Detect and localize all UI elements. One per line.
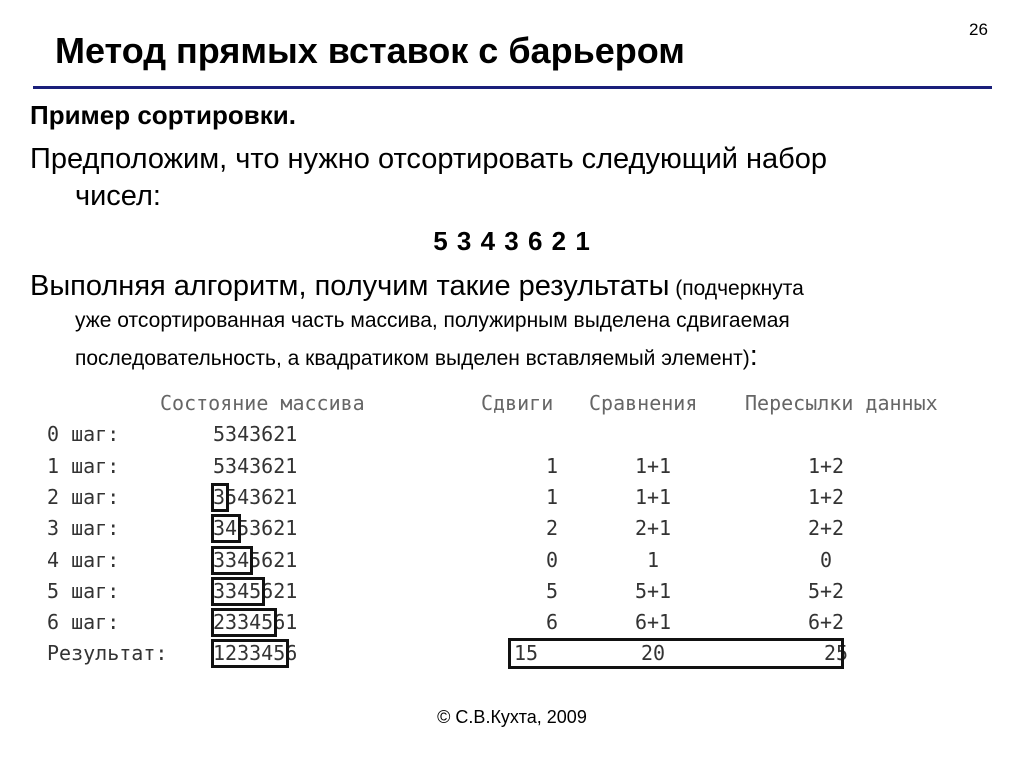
sorted-part-box — [211, 483, 229, 512]
column-header-moves: Пересылки данных — [745, 391, 938, 415]
table-row-moves: 1+2 — [807, 484, 845, 509]
table-row-shifts: 1 — [545, 484, 559, 509]
column-header-state: Состояние массива — [160, 391, 365, 415]
table-row-label: 5 шаг: — [47, 578, 120, 603]
result-moves: 25 — [824, 641, 849, 666]
results-colon: : — [749, 340, 758, 372]
table-row-comparisons: 6+1 — [634, 610, 672, 635]
footer-copyright: © С.В.Кухта, 2009 — [437, 707, 587, 727]
slide-title: Метод прямых вставок с барьером — [55, 30, 685, 71]
intro-line-1: Предположим, что нужно отсортировать следующий набор — [30, 143, 828, 175]
result-totals-box — [508, 638, 844, 669]
results-line-3 — [75, 342, 758, 371]
table-row-moves: 0 — [819, 547, 833, 572]
table-row-label: 4 шаг: — [47, 547, 120, 572]
table-row-state: 3543621 — [213, 484, 298, 509]
sorted-part-box — [211, 608, 277, 637]
table-row-state: 2334561 — [213, 610, 298, 635]
result-comparisons: 20 — [640, 641, 666, 666]
result-sorted-box — [211, 639, 289, 668]
table-row-state: 5343621 — [213, 453, 298, 478]
table-row-comparisons: 1+1 — [634, 453, 672, 478]
table-row-shifts: 2 — [545, 516, 559, 541]
table-row-comparisons: 1 — [646, 547, 660, 572]
table-row-label: 2 шаг: — [47, 484, 120, 509]
example-heading: Пример сортировки. — [30, 100, 296, 130]
table-row-label: 6 шаг: — [47, 610, 120, 635]
table-row-label: 0 шаг: — [47, 422, 120, 447]
table-row-label: 1 шаг: — [47, 453, 120, 478]
table-row-state: 3345621 — [213, 547, 298, 572]
table-row-state: 3345621 — [213, 578, 298, 603]
table-row-comparisons: 5+1 — [634, 578, 672, 603]
table-row-moves: 6+2 — [807, 610, 845, 635]
table-row-state: 5343621 — [213, 422, 298, 447]
table-row-comparisons: 1+1 — [634, 484, 672, 509]
table-row-shifts: 6 — [545, 610, 559, 635]
results-line-2: уже отсортированная часть массива, полужирным выделена сдвигаемая — [75, 309, 790, 332]
intro-line-2: чисел: — [75, 180, 161, 212]
table-row-shifts: 5 — [545, 578, 559, 603]
result-state: 1233456 — [213, 641, 298, 666]
input-numbers: 5 3 4 3 6 2 1 — [433, 226, 591, 256]
result-label: Результат: — [47, 641, 168, 666]
sorted-part-box — [211, 546, 253, 575]
results-note-start: (подчеркнута — [669, 277, 804, 300]
sorted-part-box — [211, 514, 241, 543]
table-row-moves: 5+2 — [807, 578, 845, 603]
table-row-shifts: 1 — [545, 453, 559, 478]
results-note-end: последовательность, а квадратиком выделен вставляемый элемент) — [75, 347, 750, 370]
column-header-comparisons: Сравнения — [589, 391, 698, 415]
results-main-text: Выполняя алгоритм, получим такие результаты — [30, 270, 670, 302]
title-underline — [33, 86, 992, 89]
results-line-1 — [30, 270, 804, 303]
table-row-moves: 1+2 — [807, 453, 845, 478]
sorted-part-box — [211, 577, 265, 606]
result-shifts: 15 — [514, 641, 539, 666]
table-row-shifts: 0 — [545, 547, 559, 572]
table-row-comparisons: 2+1 — [634, 516, 672, 541]
table-row-moves: 2+2 — [807, 516, 845, 541]
table-row-state: 3453621 — [213, 516, 298, 541]
slide-number: 26 — [969, 20, 988, 39]
column-header-shifts: Сдвиги — [481, 391, 554, 415]
table-row-label: 3 шаг: — [47, 516, 120, 541]
